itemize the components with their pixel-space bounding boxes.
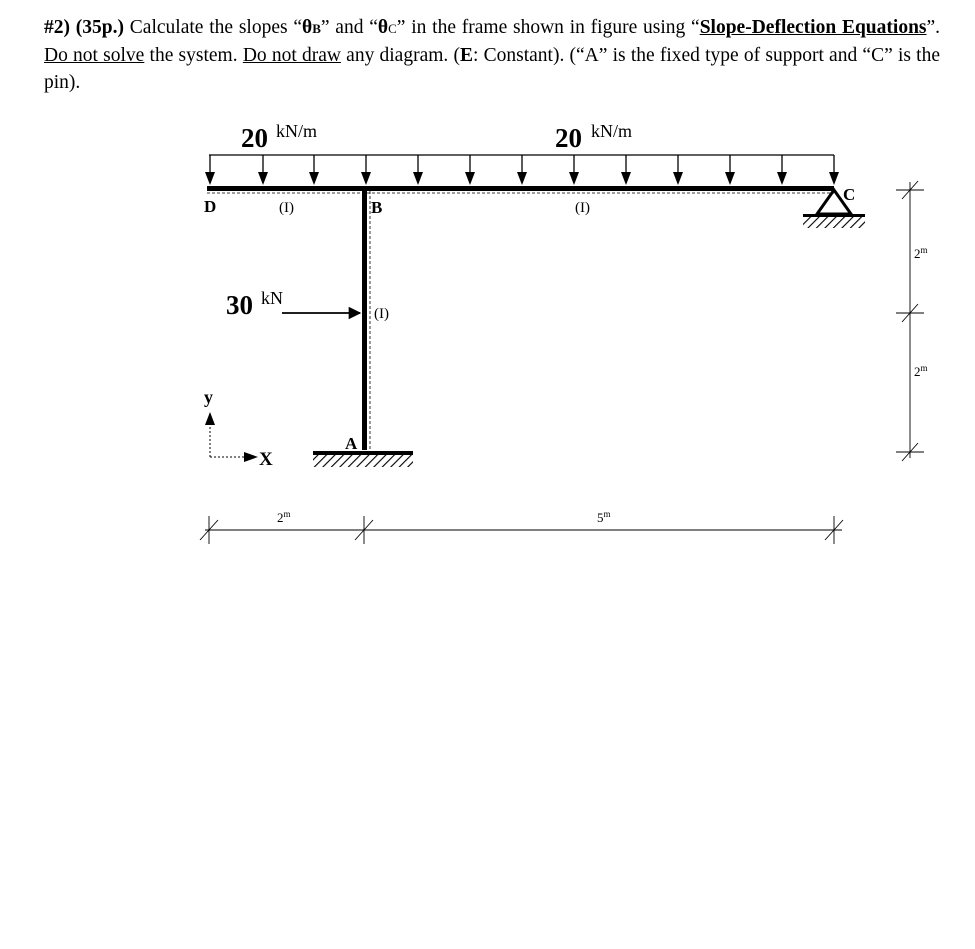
- udl-arrow-head: [309, 172, 319, 185]
- dim-vertical-top: 2$^m$: [914, 245, 928, 261]
- problem-number: #2): [44, 17, 70, 38]
- statement-text: the system.: [144, 45, 243, 66]
- statement-text: ”.: [926, 17, 941, 38]
- vertical-dimension-line: [896, 181, 924, 461]
- member-ab-inertia: (I): [374, 306, 389, 322]
- beam-dc: [207, 186, 834, 191]
- udl-arrow-head: [205, 172, 215, 185]
- statement-text: Calculate the slopes “: [124, 17, 303, 38]
- udl-arrow-head: [361, 172, 371, 185]
- node-a-label: A: [345, 434, 358, 453]
- do-not-solve: Do not solve: [44, 45, 145, 66]
- axes-icon: [205, 412, 258, 462]
- udl-arrow-head: [569, 172, 579, 185]
- x-axis-label: X: [259, 449, 273, 470]
- udl-arrow-head: [673, 172, 683, 185]
- node-b-label: B: [371, 198, 383, 217]
- dim-horizontal-right: 5$^m$: [597, 509, 611, 525]
- udl-arrow-head: [777, 172, 787, 185]
- theta-symbol: θ: [377, 17, 389, 38]
- point-load-unit: kN: [261, 288, 283, 308]
- theta-subscript-c: C: [388, 21, 397, 36]
- do-not-draw: Do not draw: [242, 45, 341, 66]
- left-udl-unit: kN/m: [276, 121, 318, 141]
- left-udl-value: 20: [241, 123, 268, 153]
- pin-support-c-icon: [803, 190, 865, 228]
- member-bc-inertia: (I): [575, 200, 590, 216]
- statement-text: any diagram. (: [340, 45, 460, 66]
- statement-text: : Constant). (“A” is the fixed type of support and “C” is the pin).: [44, 45, 940, 93]
- statement-text: ” and “: [320, 17, 378, 38]
- udl-arrow-head: [621, 172, 631, 185]
- point-load-value: 30: [226, 290, 253, 320]
- dim-horizontal-left: 2$^m$: [277, 509, 291, 525]
- udl-arrow-head: [725, 172, 735, 185]
- udl-arrows: [205, 155, 839, 185]
- node-c-label: C: [843, 185, 856, 204]
- theta-subscript-b: B: [312, 21, 321, 36]
- udl-arrow-head: [465, 172, 475, 185]
- column-ab: [362, 191, 367, 450]
- udl-arrow-head: [829, 172, 839, 185]
- member-db-inertia: (I): [279, 200, 294, 216]
- horizontal-dimension-line: [200, 516, 843, 544]
- udl-arrow-head: [258, 172, 268, 185]
- theta-symbol: θ: [302, 17, 313, 38]
- problem-points: (35p.): [75, 17, 125, 38]
- dim-vertical-bottom: 2$^m$: [914, 363, 928, 379]
- udl-arrow-head: [517, 172, 527, 185]
- node-d-label: D: [204, 197, 217, 216]
- statement-text: ” in the frame shown in figure using “: [396, 17, 700, 38]
- fixed-support-a-icon: [313, 451, 413, 467]
- right-udl-value: 20: [555, 123, 582, 153]
- method-name: Slope-Deflection Equations: [699, 17, 927, 38]
- udl-arrow-head: [413, 172, 423, 185]
- y-axis-label: y: [204, 387, 213, 407]
- right-udl-unit: kN/m: [591, 121, 633, 141]
- modulus-symbol: E: [459, 45, 473, 66]
